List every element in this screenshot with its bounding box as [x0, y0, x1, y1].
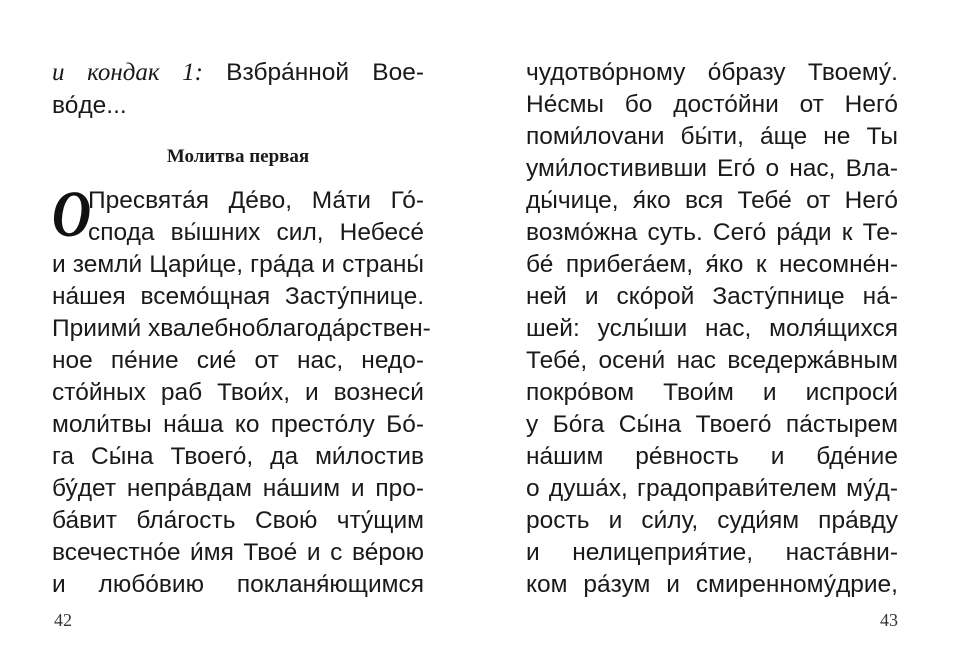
- prayer-title: Молитва первая: [166, 146, 310, 167]
- prayer-line: Не́смы бо досто́йни от Него́: [526, 91, 898, 118]
- page-number-left: 42: [54, 610, 72, 630]
- prayer-line: шей: услы́ши нас, моля́щихся: [526, 315, 898, 342]
- prayer-line: у Бо́га Сы́на Твоего́ па́стырем: [526, 411, 898, 438]
- prayer-line: на́шея всемо́щная Засту́пнице.: [52, 283, 424, 310]
- prayer-line: ней и ско́рой Засту́пнице на́-: [526, 283, 898, 310]
- prayer-line: и земли́ Цари́це, гра́да и страны́: [52, 251, 424, 278]
- prayer-line: ды́чице, я́ко вся Тебе́ от Него́: [526, 187, 898, 214]
- prayer-line: возмо́жна суть. Сего́ ра́ди к Те-: [526, 219, 898, 246]
- prayer-line: и любо́вию покланя́ющимся: [52, 571, 424, 598]
- prayer-line: покро́вом Твои́м и испроси́: [526, 379, 898, 406]
- prayer-line: Пресвята́я Де́во, Ма́ти Го́-: [88, 187, 424, 214]
- kondak-line1-rest: Взбра́нной Вое-: [203, 59, 424, 86]
- prayer-line: всечестно́е и́мя Твое́ и с ве́рою: [52, 539, 424, 566]
- prayer-line: сто́йных раб Твои́х, и вознеси́: [52, 379, 424, 406]
- page-number-right: 43: [880, 610, 898, 630]
- prayer-line: моли́твы на́ша ко престо́лу Бо́-: [52, 411, 424, 438]
- kondak-line-1: [52, 57, 424, 89]
- prayer-line: бе́ прибега́ем, я́ко к несомне́н-: [526, 251, 898, 278]
- prayer-line: ба́вит бла́гость Свою́ чту́щим: [52, 507, 424, 534]
- prayer-line: бу́дет непра́вдам на́шим и про-: [52, 475, 424, 502]
- prayer-line: ное пе́ние сие́ от нас, недо-: [52, 347, 424, 374]
- prayer-line: о душа́х, градоправи́телем му́д-: [526, 475, 898, 502]
- prayer-line: рость и си́лу, суди́ям пра́вду: [526, 507, 898, 534]
- prayer-line: поми́лovани бы́ти, а́ще не Ты: [526, 123, 898, 150]
- prayer-line: на́шим ре́вность и бде́ние: [526, 443, 898, 470]
- kondak-prefix: и кондак 1:: [52, 59, 203, 86]
- prayer-line: га Сы́на Твоего́, да ми́лостив: [52, 443, 424, 470]
- drop-cap: О: [52, 178, 92, 251]
- prayer-line: Приими́ хвалебноблагода́рствен-: [52, 315, 431, 342]
- prayer-line: Тебе́, осени́ нас вседержа́вным: [526, 347, 898, 374]
- prayer-line: чудотво́рному о́бразу Твоему́.: [526, 59, 898, 86]
- prayer-line: и нелицеприя́тие, наста́вни-: [526, 539, 898, 566]
- prayer-line: спода вы́шних сил, Небесе́: [88, 219, 424, 246]
- prayer-line: уми́лостививши Его́ о нас, Вла-: [526, 155, 898, 182]
- kondak-line-2: во́де...: [52, 92, 127, 119]
- prayer-line: ком ра́зум и смиренному́дрие,: [526, 571, 898, 598]
